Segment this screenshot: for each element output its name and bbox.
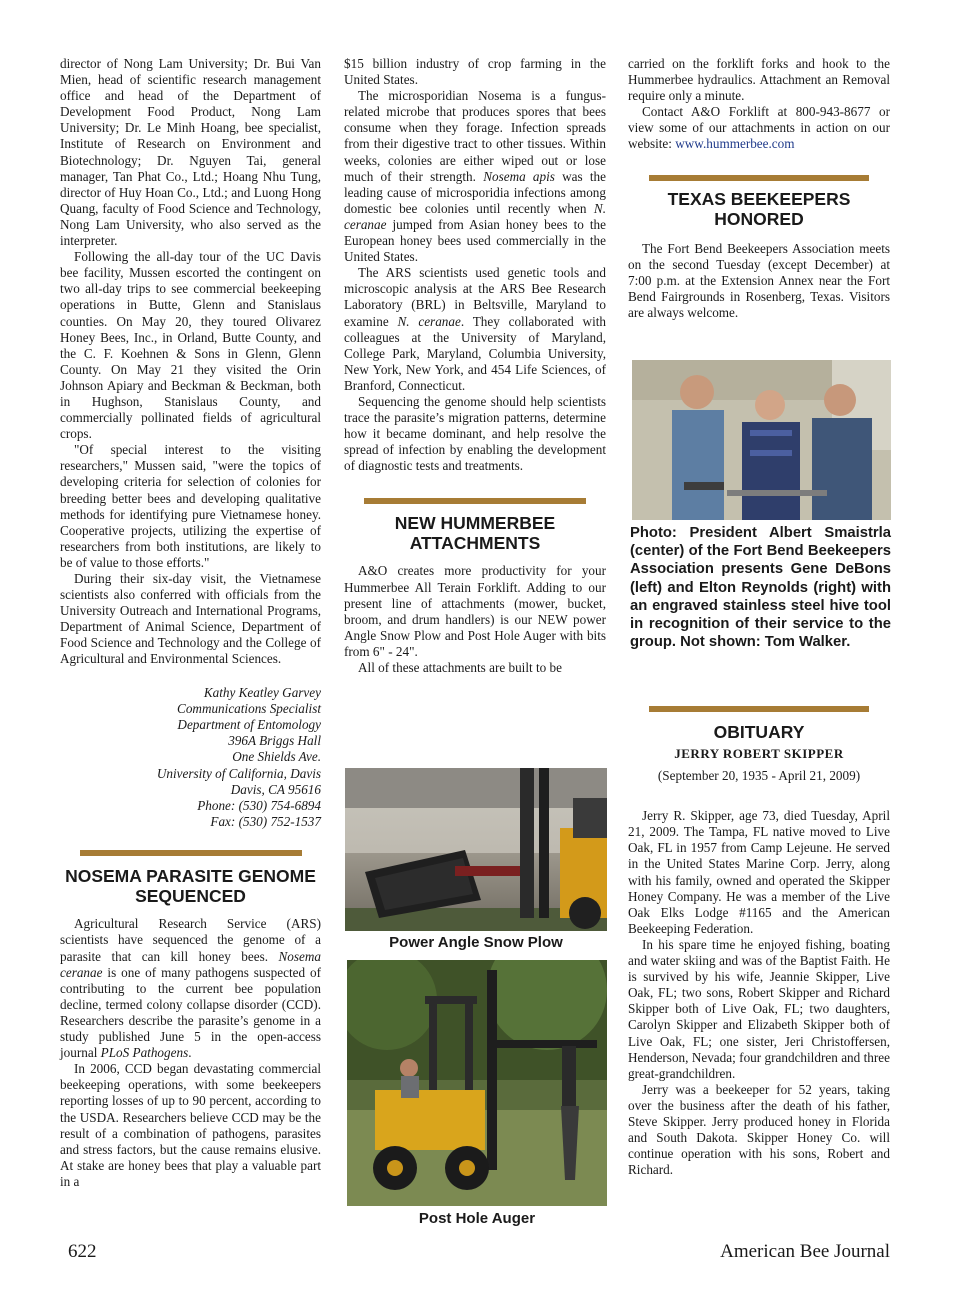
beekeepers-photo xyxy=(632,360,891,520)
obituary-name: JERRY ROBERT SKIPPER xyxy=(674,746,844,761)
article-paragraph: "Of special interest to the visiting researchers," Mussen said, "were the topics of developing criteria for selection of colonies for breeding better bees and developing qualitative methods for identifying pure Vietnamese honey. Cooperative projects, utilizing the expertise of researchers from both institutions, are likely to be of value to those efforts." xyxy=(60,442,321,570)
signature-line: Kathy Keatley Garvey xyxy=(203,684,321,700)
article-paragraph: carried on the forklift forks and hook to the Hummerbee hydraulics. Attachment an Removal require only a minute. xyxy=(628,56,890,104)
section-heading-obituary: OBITUARY xyxy=(713,722,805,742)
signature-line: University of California, Davis xyxy=(156,765,321,781)
journal-title: American Bee Journal xyxy=(720,1241,890,1262)
signature-line: Davis, CA 95616 xyxy=(230,781,321,797)
section-divider xyxy=(80,850,302,856)
section-divider xyxy=(649,175,869,181)
section-heading-hummerbee: NEW HUMMERBEE ATTACHMENTS xyxy=(394,513,556,554)
obituary-section xyxy=(628,706,890,1178)
article-paragraph: During their six-day visit, the Vietnamese scientists also conferred with officials from the University Outreach and International Programs, Department of Animal Science, Department of Food Science and Technology and the College of Agricultural and Environmental Sciences. xyxy=(60,571,321,667)
article-paragraph: Contact A&O Forklift at 800-943-8677 or view some of our attachments in action on our website: www.hummerbee.com xyxy=(628,104,890,152)
article-paragraph: All of these attachments are built to be xyxy=(358,660,562,675)
column-3 xyxy=(628,56,890,321)
author-signature xyxy=(60,685,321,831)
signature-line: Fax: (530) 752-1537 xyxy=(210,814,321,830)
article-paragraph: The ARS scientists used genetic tools and microscopic analysis at the ARS Bee Research Laboratory (BRL) in Beltsville, Maryland to examine N. ceranae. They collaborated with colleagues at the University of Maryland, College Park, Maryland, Columbia University, New York, New York, and 454 Life Sciences, of Branford, Connecticut. xyxy=(344,265,606,393)
signature-line: One Shields Ave. xyxy=(232,749,321,765)
snow-plow-photo xyxy=(345,768,607,931)
article-paragraph: Following the all-day tour of the UC Davis bee facility, Mussen escorted the contingent on two all-day trips to see commercial beekeeping operations in Butte, Glenn and Stanislaus counties. On May 20, they toured Olivarez Honey Bees, Inc., in Orland, Butte County, and the C. F. Koehnen & Sons in Glenn, Glenn County. On May 21 they visited the Orin Johnson Apiary and Beckman & Beckman, both in Hughson, Stanislaus County, and commercially pollinated fields of agricultural crops. xyxy=(60,249,321,442)
signature-line: 396A Briggs Hall xyxy=(228,733,321,749)
section-heading-nosema: NOSEMA PARASITE GENOME SEQUENCED xyxy=(65,866,316,907)
article-paragraph: Jerry was a beekeeper for 52 years, taking over the business after the death of his father, Steve Skipper. Jerry produced honey in Florida and South Dakota. Skipper Honey Co. will continue operation with his sons, Robert and Richard. xyxy=(628,1081,890,1178)
article-paragraph: The Fort Bend Beekeepers Association meets on the second Tuesday (except December) at 7:00 p.m. at the Extension Annex near the Fort Bend Fairgrounds in Rosenberg, Texas. Visitors are always welcome. xyxy=(628,240,890,320)
column-1 xyxy=(60,56,321,1190)
auger-caption: Post Hole Auger xyxy=(418,1210,536,1227)
signature-line: Department of Entomology xyxy=(177,716,321,732)
column-2 xyxy=(344,56,606,676)
page-number: 622 xyxy=(68,1241,97,1262)
signature-line: Phone: (530) 754-6894 xyxy=(197,797,321,813)
snow-plow-caption: Power Angle Snow Plow xyxy=(389,934,563,951)
signature-line: Communications Specialist xyxy=(177,700,321,716)
article-paragraph: $15 billion industry of crop farming in the United States. xyxy=(344,56,606,88)
article-paragraph: Agricultural Research Service (ARS) scientists have sequenced the genome of a parasite that can kill honey bees. Nosema ceranae is one of many pathogens suspected of contributing to the current bee population decline, termed colony collapse disorder (CCD). Researchers describe the parasite’s genome in a study published June 5 in the open-access journal PLoS Pathogens. xyxy=(60,916,321,1061)
hummerbee-website-link[interactable]: www.hummerbee.com xyxy=(675,136,795,152)
article-paragraph: The microsporidian Nosema is a fungus-related microbe that produces spores that bees consume when they forage. Infection spreads from their digestive tract to other tissues. Within weeks, colonies are either wiped out or lose much of their strength. Nosema apis was the leading cause of microsporidia infections among domestic bee colonies until recently when N. ceranae jumped from Asian honey bees to the European honey bees used commercially in the United States. xyxy=(344,88,606,265)
article-paragraph: Jerry R. Skipper, age 73, died Tuesday, April 21, 2009. The Tampa, FL native moved to Live Oak, FL in 1957 from Camp Lejeune. He served in the United States Marine Corp. Jerry, along with his family, owned and operated the Skipper Honey Company. He was a member of the Live Oak Elks Lodge #1165 and the American Beekeeping Federation. xyxy=(628,808,890,936)
section-divider xyxy=(364,498,586,504)
obituary-dates: (September 20, 1935 - April 21, 2009) xyxy=(657,768,861,784)
article-paragraph: director of Nong Lam University; Dr. Bui Van Mien, head of scientific research management office and head of the Department of Development Food Product, Nong Lam University; Dr. Le Minh Hoang, bee specialist, Institute of Research on Environment and Biotechnology; Dr. Nguyen Tai, general manager, Tan Phat Co., Ltd.; Hoang Nhu Tung, director of Huy Hoan Co., Ltd.; and Luong Hong Quang, faculty of Food Science and Technology, Nong Lam University, who also served as the interpreter. xyxy=(60,56,321,249)
beekeepers-photo-caption: Photo: President Albert Smaistrla (center) of the Fort Bend Beekeepers Association presents Gene DeBons (left) and Elton Reynolds (right) with an engraved stainless steel hive tool in recognition of their service to the group. Not shown: Tom Walker. xyxy=(630,525,891,651)
article-paragraph: Sequencing the genome should help scientists trace the parasite’s migration patterns, determine how it became dominant, and help resolve the spread of infection by enabling the development of diagnostic tests and treatments. xyxy=(344,393,606,474)
article-paragraph: A&O creates more productivity for your Hummerbee All Terain Forklift. Adding to our present line of attachments (mower, bucket, broom, and drum handlers) is our NEW power Angle Snow Plow and Post Hole Auger with bits from 6" - 24". xyxy=(344,563,606,659)
article-paragraph: In his spare time he enjoyed fishing, boating and water skiing and was of the Baptist Faith. He is survived by his wife, Jeannie Skipper, Live Oak, FL; two sons, Robert Skipper and Richard Skipper both of Live Oak, FL; two daughters, Carolyn Skipper and Elizabeth Skipper both of Live Oak, FL; one sister, Jeri Christoffersen, Henderson, Nevada; four grandchildren and three great-grandchildren. xyxy=(628,936,890,1081)
section-divider xyxy=(649,706,869,712)
article-paragraph: In 2006, CCD began devastating commercial beekeeping operations, with some beekeepers reporting losses of up to 90 percent, according to the USDA. Researchers believe CCD may be the result of a combination of pathogens, parasites and stress factors, but the cause remains elusive. At stake are honey bees that play a valuable part in a xyxy=(60,1061,321,1189)
section-heading-texas: TEXAS BEEKEEPERS HONORED xyxy=(667,188,851,229)
post-hole-auger-photo xyxy=(347,960,607,1206)
